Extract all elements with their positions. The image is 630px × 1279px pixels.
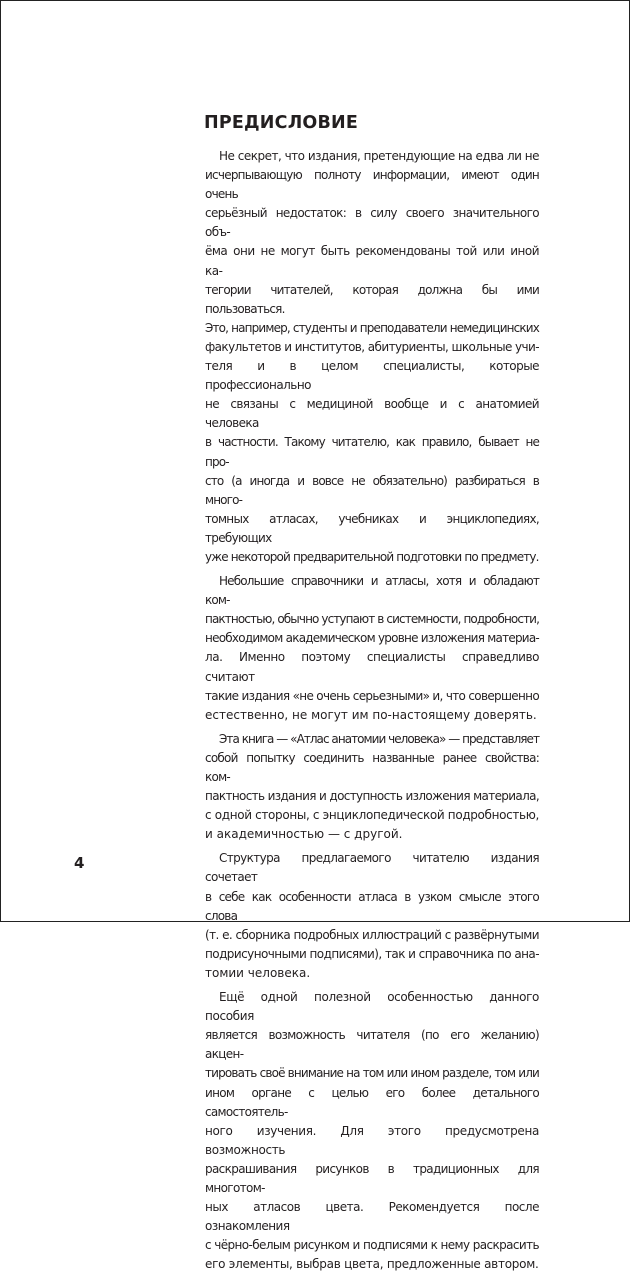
- text-line: Небольшие справочники и атласы, хотя и обладают ком-: [205, 574, 539, 608]
- text-line: Ещё одной полезной особенностью данного пособия: [205, 990, 539, 1024]
- text-line: раскрашивания рисунков в традиционных для многотом-: [205, 1161, 539, 1195]
- text-line: ла. Именно поэтому специалисты справедливо считают: [205, 650, 539, 684]
- text-line: пактность издания и доступность изложения материала,: [205, 789, 539, 804]
- text-line: с чёрно-белым рисунком и подписями к нему раскрасить: [205, 1238, 539, 1253]
- page-heading: ПРЕДИСЛОВИЕ: [204, 113, 359, 133]
- text-line: ного изучения. Для этого предусмотрена возможность: [205, 1123, 539, 1157]
- text-line: естественно, не могут им по-настоящему доверять.: [205, 707, 537, 722]
- text-line: Эта книга — «Атлас анатомии человека» — представляет: [219, 731, 539, 746]
- body-text: [205, 147, 539, 1274]
- text-line: серьёзный недостаток: в силу своего значительного объ-: [205, 206, 539, 240]
- text-line: факультетов и институтов, абитуриенты, школьные учи-: [205, 339, 539, 354]
- text-line: уже некоторой предварительной подготовки по предмету.: [205, 549, 539, 564]
- paragraph: [205, 730, 539, 845]
- text-line: ином органе с целью его более детального самостоятель-: [205, 1085, 539, 1119]
- text-line: в частности. Такому читателю, как правило, бывает не про-: [205, 435, 539, 469]
- text-line: является возможность читателя (по его желанию) акцен-: [205, 1028, 539, 1062]
- paragraph: [205, 572, 539, 725]
- text-line: (т. е. сборника подробных иллюстраций с развёрнутыми: [205, 927, 539, 942]
- text-line: подрисуночными подписями), так и справочника по ана-: [205, 946, 539, 961]
- text-line: его элементы, выбрав цвета, предложенные автором.: [205, 1257, 539, 1272]
- text-line: тегории читателей, которая должна бы ими пользоваться.: [205, 282, 539, 316]
- text-line: и академичностью — с другой.: [205, 827, 403, 842]
- text-line: не связаны с медициной вообще и с анатомией человека: [205, 397, 539, 431]
- text-line: необходимом академическом уровне изложения материа-: [205, 631, 539, 646]
- text-line: томии человека.: [205, 965, 311, 980]
- page-content: [205, 111, 539, 1279]
- paragraph: [205, 147, 539, 567]
- text-line: Структура предлагаемого читателю издания сочетает: [205, 851, 539, 885]
- paragraph: [205, 849, 539, 983]
- text-line: Не секрет, что издания, претендующие на едва ли не: [219, 149, 539, 163]
- text-line: такие издания «не очень серьезными» и, что совершенно: [205, 688, 539, 703]
- text-line: теля и в целом специалисты, которые профессионально: [205, 359, 539, 393]
- text-line: ёма они не могут быть рекомендованы той или иной ка-: [205, 244, 539, 278]
- paragraph: [205, 988, 539, 1274]
- text-line: с одной стороны, с энциклопедической подробностью,: [205, 808, 539, 823]
- page-number: 4: [74, 854, 85, 872]
- text-line: в себе как особенности атласа в узком смысле этого слова: [205, 889, 539, 923]
- text-line: сто (а иногда и вовсе не обязательно) разбираться в много-: [205, 473, 539, 507]
- text-line: исчерпывающую полноту информации, имеют один очень: [205, 168, 539, 202]
- text-line: Это, например, студенты и преподаватели немедицинских: [205, 320, 539, 335]
- text-line: пактностью, обычно уступают в системности, подробности,: [205, 612, 539, 627]
- text-line: собой попытку соединить названные ранее свойства: ком-: [205, 750, 539, 784]
- text-line: томных атласах, учебниках и энциклопедиях, требующих: [205, 511, 539, 545]
- text-line: тировать своё внимание на том или ином разделе, том или: [205, 1066, 539, 1081]
- text-line: ных атласов цвета. Рекомендуется после ознакомления: [205, 1200, 539, 1234]
